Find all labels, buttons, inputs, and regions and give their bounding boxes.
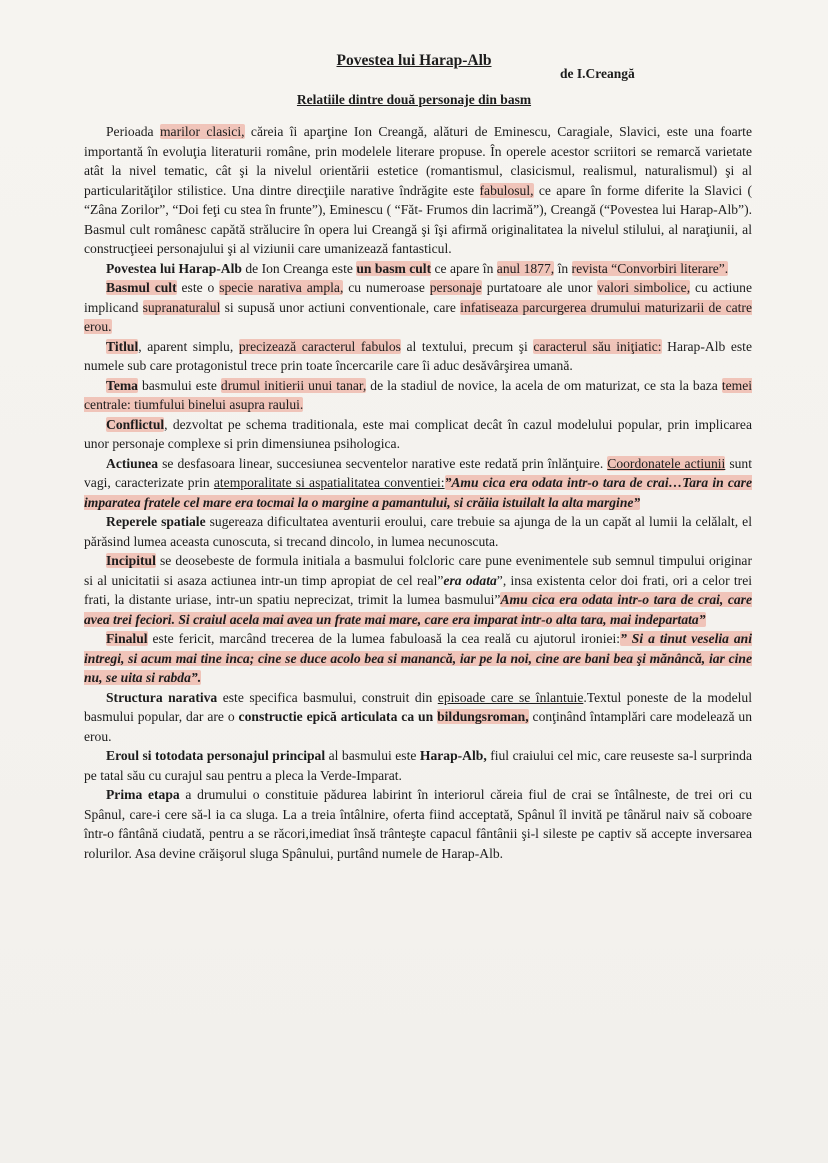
paragraph-action bbox=[84, 454, 752, 513]
bold-text: Actiunea bbox=[106, 455, 159, 471]
text-run: al textului, precum şi bbox=[400, 338, 534, 354]
text-run: al basmului este bbox=[325, 748, 420, 763]
text-run: ”, insa existenta celor doi frati, ori a celor trei frati, la distante uriase, intr-un spatiu neprecizat, trimit la lumea basmului” bbox=[84, 572, 752, 607]
highlighted-text: supranaturalul bbox=[142, 299, 221, 315]
highlighted-text: infatiseaza parcurgerea drumului maturizarii de catre erou. bbox=[84, 299, 752, 334]
highlighted-text: anul 1877, bbox=[496, 260, 555, 276]
text-run: de Ion Creanga este bbox=[241, 260, 357, 276]
text-run: purtatoare ale unor bbox=[481, 280, 598, 295]
underlined-text: episoade care se înlantuie bbox=[437, 689, 584, 705]
text-run: este specifica basmului, construit din bbox=[217, 689, 438, 705]
underlined-text: atemporalitate si aspatialitatea conventiei: bbox=[213, 475, 445, 490]
bold-text: Harap-Alb, bbox=[419, 748, 487, 763]
bold-text: constructie epică articulata ca un bbox=[238, 709, 434, 724]
highlighted-text: specie narativa ampla, bbox=[219, 280, 344, 295]
text-run: în bbox=[554, 260, 572, 276]
paragraph-first-stage bbox=[84, 785, 752, 863]
text-run: .Textul poneste de la modelul basmului popular, dar are o bbox=[84, 689, 752, 724]
text-run: sunt vagi, caracterizate prin bbox=[84, 455, 753, 490]
paragraph-structure bbox=[84, 688, 752, 747]
highlighted-text: Basmul cult bbox=[106, 280, 177, 295]
paragraph-work bbox=[84, 259, 752, 279]
bold-text: Reperele spatiale bbox=[106, 514, 206, 529]
text-run: fiul craiului cel mic, care reuseste sa-l surprinda pe tatal său cu curajul sau pentru a pleca la Verde-Imparat. bbox=[84, 748, 752, 783]
document-body bbox=[84, 122, 752, 863]
highlighted-text: valori simbolice, bbox=[597, 280, 691, 295]
text-run: cu actiune implicand bbox=[84, 280, 752, 315]
text-run: a drumului o constituie pădurea labirint în interiorul căreia fiul de crai se întâlneste, de trei ori cu Spânul, care-i cere să-l ia ca sluga. La a treia întâlnire, oferta fiind acceptată, Spânul îl invită pe tânărul naiv să coboare într-o fântână ciudată, pentru a se răcori,imediat însă trânteşte capacul fântânii şi-l sileste pe captiv să accepte inversarea rolurilor. Asa devine crăişorul sluga Spânului, purtând numele de Harap-Alb. bbox=[84, 787, 752, 861]
paragraph-theme bbox=[84, 376, 752, 415]
bold-text: Eroul si totodata personajul principal bbox=[106, 748, 326, 763]
highlighted-text: Finalul bbox=[106, 631, 148, 646]
highlighted-text: bildungsroman, bbox=[437, 709, 529, 724]
highlighted-text: precizează caracterul fabulos bbox=[238, 338, 401, 354]
highlighted-text: personaje bbox=[429, 280, 482, 295]
highlighted-text: temei centrale: tiumfului binelui asupra raului. bbox=[84, 377, 753, 412]
paragraph-species bbox=[84, 278, 752, 337]
paragraph-incipit bbox=[84, 551, 752, 629]
quote-text: ” Si a tinut veselia ani intregi, si acum mai tine inca; cine se duce acolo bea si manancă, iar pe la noi, cine are bani bea şi mănâncă, iar cine nu, se uita si rabda”. bbox=[84, 631, 753, 685]
highlighted-text: drumul initierii unui tanar, bbox=[220, 377, 367, 393]
quote-text: Amu cica era odata intr-o tara de crai, care avea trei feciori. Si craiul acela mai avea un frate mai mare, care era imparat intr-o alta tara, mai indepartata” bbox=[84, 592, 752, 627]
document-title: Povestea lui Harap-Alb bbox=[336, 52, 492, 69]
text-run: se desfasoara linear, succesiunea secventelor narative este redată prin înlănţuire. bbox=[158, 455, 608, 471]
text-run: este fericit, marcând trecerea de la lumea fabuloasă la cea reală cu ajutorul ironiei: bbox=[147, 631, 621, 646]
text-run: ce apare în bbox=[431, 260, 497, 276]
bold-text: Structura narativa bbox=[106, 689, 218, 705]
paragraph-intro bbox=[84, 122, 752, 259]
quote-text: era odata bbox=[443, 572, 497, 588]
document-subtitle: Relatiile dintre două personaje din basm bbox=[296, 92, 532, 107]
text-run: Perioada bbox=[106, 124, 160, 139]
text-run: se deosebeste de formula initiala a basmului folcloric care pune evenimentele sub semnul timpului originar si al unicitatii si asaza actiunea intr-un timp apropiat de cel real” bbox=[84, 553, 752, 588]
paragraph-title bbox=[84, 337, 752, 376]
highlighted-text: Incipitul bbox=[106, 553, 156, 568]
highlighted-text: revista “Convorbiri literare”. bbox=[571, 260, 729, 276]
highlighted-text: Conflictul bbox=[106, 416, 165, 432]
paragraph-hero bbox=[84, 746, 752, 785]
text-run: basmului este bbox=[137, 377, 221, 393]
text-run: cu numeroase bbox=[343, 280, 430, 295]
bold-text: Prima etapa bbox=[106, 787, 180, 802]
text-run: Harap-Alb este numele sub care protagonistul trece prin toate încercarile care îi aduc desăvârşirea umană. bbox=[84, 338, 752, 373]
paragraph-conflict bbox=[84, 415, 752, 454]
text-run: conţinând întamplări care modelează un erou. bbox=[84, 709, 752, 744]
highlighted-text: Coordonatele actiunii bbox=[607, 455, 726, 471]
paragraph-space bbox=[84, 512, 752, 551]
paragraph-final bbox=[84, 629, 752, 688]
highlighted-text: fabulosul, bbox=[479, 182, 534, 198]
text-run: ce apare în forme diferite la Slavici ( “Zâna Zorilor”, “Doi feţi cu stea în frunte”), Eminescu ( “Făt- Frumos din lacrimă”), Creangă (“Povestea lui Harap-Alb”). Basmul cult românesc capătă strălucire în opera lui Creangă şi îşi afirmă originalitatea la nivelul stilului, al naraţiunii, al construcţieei personajului şi al viziunii care umanizează fantasticul. bbox=[84, 182, 752, 256]
text-run: este o bbox=[176, 280, 220, 295]
text-run: si supusă unor actiuni conventionale, care bbox=[220, 299, 461, 315]
bold-text: Povestea lui Harap-Alb bbox=[106, 260, 242, 276]
highlighted-text: un basm cult bbox=[356, 260, 432, 276]
quote-text: ”Amu cica era odata intr-o tara de crai…Tara in care imparatea fratele cel mare era tocmai la o margine a pamantului, si crăiia istuilalt la alta margine” bbox=[84, 475, 752, 510]
author-line: de I.Creangă bbox=[560, 66, 635, 81]
highlighted-text: Titlul bbox=[106, 338, 139, 354]
text-run: căreia îi aparţine Ion Creangă, alături de Eminescu, Caragiale, Slavici, este una foarte importantă în evoluţia literaturii române, prin modelele literare propuse. În operele acestor scriitori se remarcă varietate atât la nivel tematic, cât şi la nivelul orientării estetice (romantismul, clasicismul, realismul, naturalismul) şi al particularităţilor stilistice. Una dintre direcţiile narative îndrăgite este bbox=[84, 124, 752, 198]
highlighted-text: marilor clasici, bbox=[159, 124, 245, 139]
text-run: sugereaza dificultatea aventurii eroului, care trebuie sa ajunga de la un capăt al lumii la celălalt, el părăsind lumea aceasta cunoscuta, si trecand dincolo, in lumea necunoscuta. bbox=[84, 514, 752, 549]
text-run: , aparent simplu, bbox=[138, 338, 239, 354]
text-run: , dezvoltat pe schema traditionala, este mai complicat decât în cazul modelului popular, prin implicarea unor personaje complexe si prin dimensiunea psihologica. bbox=[84, 416, 752, 451]
text-run: de la stadiul de novice, la acela de om maturizat, ce sta la baza bbox=[366, 377, 722, 393]
highlighted-text: caracterul său iniţiatic: bbox=[533, 338, 662, 354]
highlighted-text: Tema bbox=[106, 377, 138, 393]
